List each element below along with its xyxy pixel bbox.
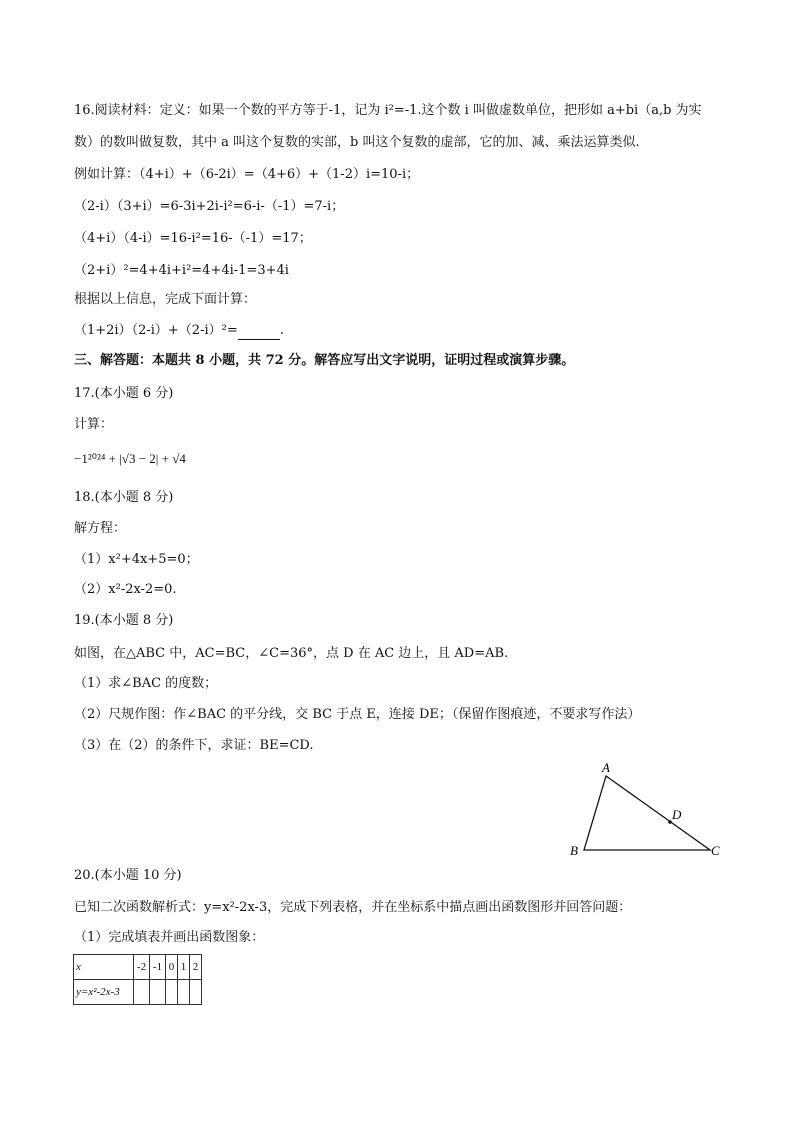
- q19-part1: （1）求∠BAC 的度数；: [74, 676, 218, 691]
- triangle-abc: [584, 776, 710, 850]
- table-cell-y-blank[interactable]: [150, 980, 166, 1005]
- answer-blank[interactable]: [238, 326, 280, 340]
- q19-part2: （2）尺规作图：作∠BAC 的平分线，交 BC 于点 E，连接 DE；（保留作图痕迹，不要求写作法）: [74, 707, 641, 722]
- q17-expression: −1²⁰²⁴ + |√3 − 2| + √4: [74, 451, 186, 466]
- table-row-x: [74, 955, 202, 980]
- triangle-svg: [560, 762, 740, 862]
- table-head-y: y=x²-2x-3: [74, 980, 134, 1005]
- q16-question-text: （1+2i）（2-i）+（2-i）²=: [74, 323, 238, 338]
- q16-prompt: 根据以上信息，完成下面计算：: [74, 292, 257, 307]
- q17-title: 17.(本小题 6 分): [74, 386, 174, 401]
- q18-instruction: 解方程：: [74, 521, 127, 536]
- table-cell-x: -1: [150, 955, 166, 980]
- table-cell-y-blank[interactable]: [166, 980, 178, 1005]
- table-head-x: x: [74, 955, 134, 980]
- q18-title: 18.(本小题 8 分): [74, 490, 174, 505]
- q19-part3: （3）在（2）的条件下，求证：BE=CD.: [74, 738, 314, 753]
- q20-stem: 已知二次函数解析式：y=x²-2x-3，完成下列表格，并在坐标系中描点画出函数图形并回答问题：: [74, 900, 632, 915]
- label-b: B: [570, 843, 578, 858]
- value-table: [73, 954, 202, 1005]
- table-cell-y-blank[interactable]: [178, 980, 190, 1005]
- q16-question: [74, 322, 284, 340]
- table-cell-y-blank[interactable]: [134, 980, 150, 1005]
- q16-example-4: （2+i）²=4+4i+i²=4+4i-1=3+4i: [74, 263, 289, 278]
- table-cell-x: 0: [166, 955, 178, 980]
- q16-example-2: （2-i）（3+i）=6-3i+2i-i²=6-i-（-1）=7-i；: [74, 199, 345, 214]
- q19-title: 19.(本小题 8 分): [74, 613, 174, 628]
- table-cell-x: 1: [178, 955, 190, 980]
- q16-example-3: （4+i）（4-i）=16-i²=16-（-1）=17；: [74, 231, 312, 246]
- q17-instruction: 计算：: [74, 417, 114, 432]
- q18-part2: （2）x²-2x-2=0.: [74, 582, 177, 597]
- q20-part1: （1）完成填表并画出函数图象：: [74, 930, 265, 945]
- q16-line1: 16.阅读材料：定义：如果一个数的平方等于-1，记为 i²=-1.这个数 i 叫做虚数单位，把形如 a+bi（a,b 为实: [74, 103, 702, 118]
- q20-title: 20.(本小题 10 分): [74, 868, 182, 883]
- table-cell-x: 2: [190, 955, 202, 980]
- section3-heading: 三、解答题：本题共 8 小题，共 72 分。解答应写出文字说明，证明过程或演算步骤。: [74, 353, 575, 368]
- q16-line2: 数）的数叫做复数，其中 a 叫这个复数的实部，b 叫这个复数的虚部，它的加、减、乘法运算类似.: [74, 135, 640, 150]
- q19-stem: 如图，在△ABC 中，AC=BC，∠C=36°，点 D 在 AC 边上，且 AD=AB.: [74, 646, 509, 661]
- q16-question-end: .: [279, 323, 284, 338]
- q16-example-intro: 例如计算：（4+i）+（6-2i）=（4+6）+（1-2）i=10-i；: [74, 167, 420, 182]
- table-cell-y-blank[interactable]: [190, 980, 202, 1005]
- label-d: D: [672, 807, 682, 822]
- table-row-y: [74, 980, 202, 1005]
- label-c: C: [711, 843, 720, 858]
- label-a: A: [602, 760, 610, 775]
- q18-part1: （1）x²+4x+5=0；: [74, 552, 199, 567]
- triangle-figure: [560, 762, 740, 862]
- table-cell-x: -2: [134, 955, 150, 980]
